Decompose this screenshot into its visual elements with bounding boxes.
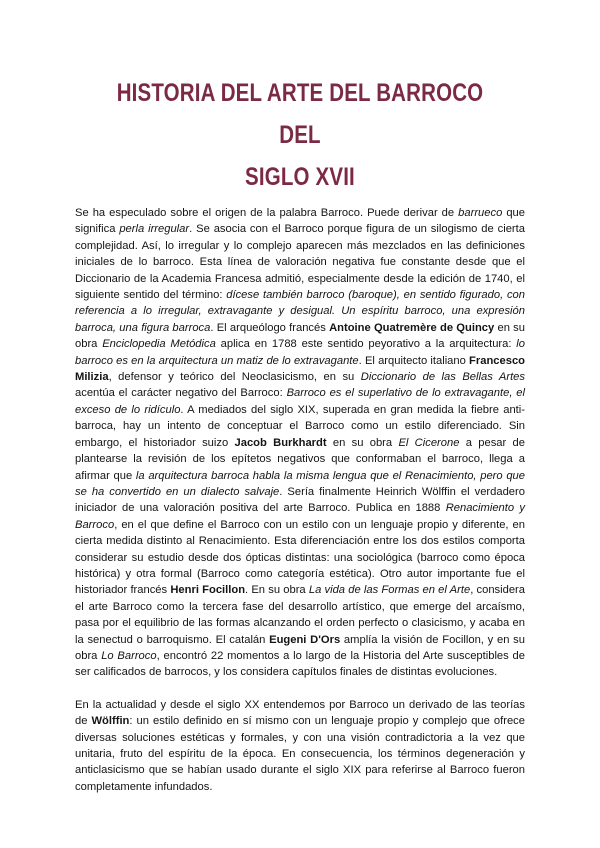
- body-paragraph-1: [75, 205, 525, 681]
- text-run: . El arqueólogo francés: [210, 321, 330, 334]
- italic-quote: Barroco es el superlativo de lo extravagante, el exceso de lo ridículo: [75, 387, 525, 416]
- italic-quote: dícese también barroco (baroque), en sentido figurado, con referencia a lo irregular, extravagante y desigual. Un espíritu barroco, una expresión barroca, una figura barroca: [75, 289, 525, 334]
- text-run: Se ha especulado sobre el origen de la palabra Barroco. Puede derivar de: [75, 207, 459, 219]
- italic-quote: Diccionario de las Bellas Artes: [360, 371, 525, 384]
- text-run: : un estilo definido en sí mismo con un lenguaje propio y complejo que ofrece diversas soluciones estéticas y formales, y con una visión contradictoria a la vez que unitaria, fruto del espíritu de la época. En consecuencia, los términos degeneración y anticlasicismo que se habían usado durante el siglo XIX para referirse al Barroco fueron completamente infundados.: [75, 715, 525, 793]
- document-title: [116, 72, 485, 198]
- body-paragraph-2: [75, 697, 525, 795]
- italic-quote: Renacimiento y Barroco: [75, 502, 525, 531]
- title-line-2: SIGLO XVII: [245, 163, 355, 191]
- text-run: . Sería finalmente Heinrich Wölffin el verdadero iniciador de una valoración positiva del arte Barroco. Publica en 1888: [75, 485, 525, 515]
- italic-quote: la arquitectura barroca habla la misma lengua que el Renacimiento, pero que se ha convertido en un dialecto salvaje: [75, 469, 525, 498]
- text-run: . El arquitecto italiano: [358, 354, 470, 367]
- italic-quote: perla irregular: [119, 223, 190, 236]
- italic-quote: Lo Barroco: [101, 649, 157, 662]
- text-run: que significa: [75, 207, 525, 236]
- text-run: , encontró 22 momentos a lo largo de la Historia del Arte susceptibles de ser calificados de barrocos, y los considera capítulos finales de distintas evoluciones.: [75, 649, 525, 679]
- text-run: . Se asocia con el Barroco porque figura de un silogismo de cierta complejidad. Así, lo irregular y lo complejo aparecen más mezclados en las definiciones iniciales de lo barroco. Esta línea de valoración negativa fue constante desde que el Diccionario de la Academia Francesa admitió, especialmente desde la edición de 1740, el siguiente sentido del término:: [75, 223, 525, 302]
- bold-name: Jacob Burkhardt: [234, 436, 327, 449]
- text-run: , en el que define el Barroco con un estilo con un lenguaje propio y diferente, en cierta medida distinto al Renacimiento. Esta diferenciación entre los dos estilos comporta considerar su estudio desde dos ópticas distintas: una sociológica (barroco como época histórica) y otra formal (Barroco como categoría estética). Otro autor importante fue el historiador francés: [75, 518, 525, 597]
- italic-quote: barrueco: [458, 207, 503, 219]
- text-run: , considera el arte Barroco como la tercera fase del desarrollo artístico, que emerge del arcaísmo, pasa por el equilibrio de las formas alcanzando el orden perfecto o clasicismo, y acaba en la senectud o barroquismo. El catalán: [75, 584, 526, 646]
- italic-quote: Enciclopedia Metódica: [102, 338, 216, 351]
- text-run: en su obra: [75, 321, 525, 351]
- text-run: En la actualidad y desde el siglo XX entendemos por Barroco un derivado de las teorías de: [75, 698, 525, 728]
- text-run: acentúa el carácter negativo del Barroco:: [75, 387, 287, 400]
- title-line-1: HISTORIA DEL ARTE DEL BARROCO DEL: [116, 79, 484, 149]
- text-run: , defensor y teórico del Neoclasicismo, en su: [108, 371, 361, 384]
- italic-quote: La vida de las Formas en el Arte: [308, 584, 471, 597]
- bold-name: Francesco Milizia: [75, 354, 526, 384]
- text-run: a pesar de plantearse la revisión de los epítetos negativos que conformaban el barroco, llega a afirmar que: [75, 436, 525, 482]
- bold-name: Eugeni D'Ors: [269, 633, 341, 646]
- bold-name: Antoine Quatremère de Quincy: [329, 321, 495, 334]
- italic-quote: lo barroco es en la arquitectura un matiz de lo extravagante: [75, 338, 525, 367]
- italic-quote: El Cicerone: [398, 436, 460, 449]
- text-run: . En su obra: [245, 584, 309, 597]
- text-run: aplica en 1788 este sentido peyorativo a la arquitectura:: [215, 338, 517, 351]
- text-run: en su obra: [326, 436, 399, 449]
- text-run: amplía la visión de Focillon, y en su obra: [75, 633, 525, 662]
- bold-name: Henri Focillon: [170, 584, 246, 597]
- text-run: . A mediados del siglo XIX, superada en gran medida la fiebre anti-barroca, hay un intento de conceptuar el Barroco como un estilo diferenciado. Sin embargo, el historiador suizo: [75, 403, 525, 449]
- bold-name: Wölffin: [91, 715, 130, 728]
